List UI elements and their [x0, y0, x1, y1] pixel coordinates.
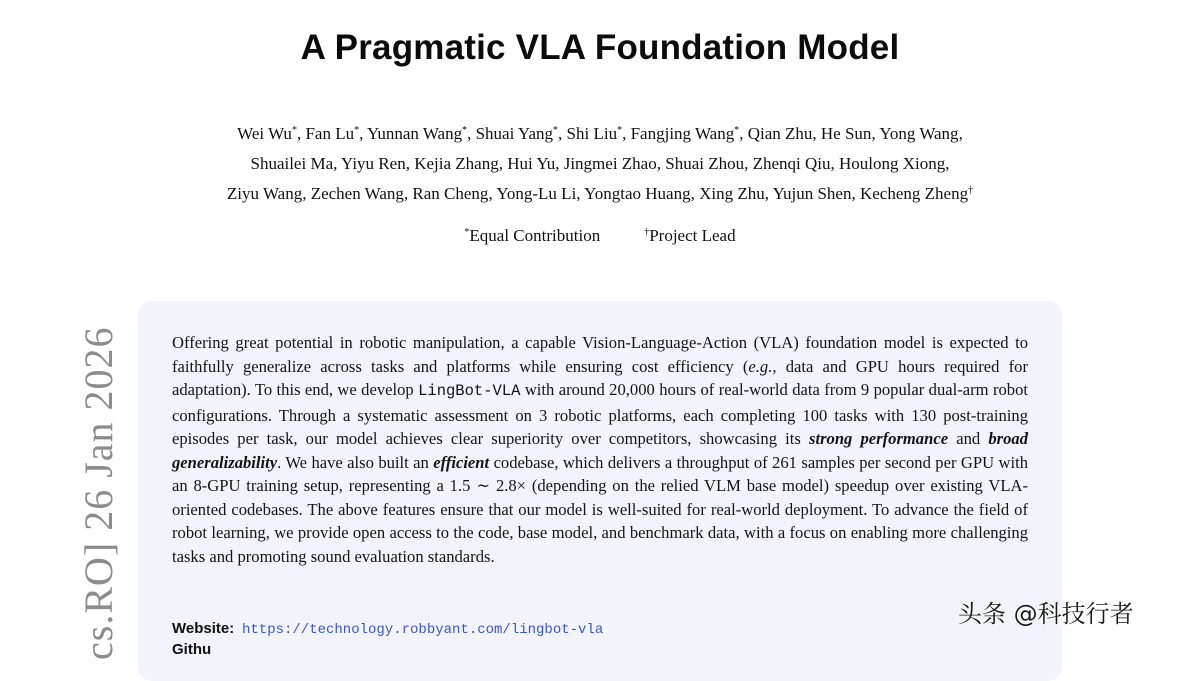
- author-name: He Sun: [820, 124, 872, 143]
- author-name: Fangjing Wang: [630, 124, 735, 143]
- author-name: Ziyu Wang: [226, 184, 303, 203]
- author-mark: †: [968, 185, 974, 196]
- author-mark: *: [462, 125, 468, 136]
- author-name: Hui Yu: [507, 154, 556, 173]
- arxiv-stamp-text: cs.RO] 26 Jan 2026: [76, 326, 121, 660]
- author-name: Fan Lu: [305, 124, 355, 143]
- equal-contribution-mark: *: [464, 227, 470, 238]
- abstract-segment: , data and GPU hours required for adaptation). To this end, we develop: [172, 356, 1029, 399]
- abstract-segment: LingBot-VLA: [418, 382, 521, 400]
- arxiv-side-stamp: [28, 326, 121, 660]
- abstract-segment: broad generalizability: [172, 429, 1029, 472]
- author-mark: *: [617, 125, 623, 136]
- author-mark: *: [734, 125, 740, 136]
- abstract-segment: strong performance: [809, 429, 949, 448]
- abstract-segment: codebase, which delivers a throughput of 261 samples per second per GPU with an 8-GPU training setup, representing a 1.5 ∼ 2.8× (depending on the relied VLM base model) speedup over existing VLA-oriented codebases. The above features ensure that our model is well-suited for real-world deployment. To advance the field of robot learning, we provide open access to the code, base model, and benchmark data, with a focus on enabling more challenging tasks and promoting sound evaluation standards.: [172, 452, 1029, 566]
- website-label: Website:: [172, 620, 235, 637]
- author-name: Yong Wang: [879, 124, 959, 143]
- author-name: Zechen Wang: [310, 184, 404, 203]
- author-line: Ziyu Wang, Zechen Wang, Ran Cheng, Yong-Lu Li, Yongtao Huang, Xing Zhu, Yujun Shen, Kecheng Zheng†: [226, 184, 974, 203]
- author-name: Shuai Zhou: [665, 154, 745, 173]
- author-name: Wei Wu: [237, 124, 292, 143]
- source-watermark: 头条 @科技行者: [958, 600, 1134, 628]
- author-name: Yujun Shen: [772, 184, 852, 203]
- project-lead-label: Project Lead: [649, 226, 736, 245]
- author-name: Houlong Xiong: [839, 154, 946, 173]
- author-line: Shuailei Ma, Yiyu Ren, Kejia Zhang, Hui Yu, Jingmei Zhao, Shuai Zhou, Zhenqi Qiu, Houlong Xiong,: [250, 154, 950, 173]
- abstract-text: [172, 331, 1028, 568]
- author-mark: *: [291, 125, 297, 136]
- author-name: Ran Cheng: [412, 184, 489, 203]
- website-line: [172, 620, 603, 638]
- author-name: Yongtao Huang: [584, 184, 691, 203]
- author-mark: *: [354, 125, 360, 136]
- author-name: Jingmei Zhao: [563, 154, 657, 173]
- abstract-segment: and: [948, 429, 989, 448]
- project-lead-mark: †: [644, 227, 650, 238]
- equal-contribution-label: Equal Contribution: [469, 226, 601, 245]
- author-name: Shi Liu: [566, 124, 618, 143]
- abstract-segment: efficient: [433, 452, 490, 472]
- abstract-segment: . We have also built an: [277, 452, 434, 472]
- contribution-notes: [0, 226, 1200, 246]
- author-name: Qian Zhu: [747, 124, 813, 143]
- paper-title: A Pragmatic VLA Foundation Model: [300, 28, 900, 67]
- abstract-segment: e.g.: [748, 356, 773, 376]
- author-name: Xing Zhu: [699, 184, 765, 203]
- author-name: Shuai Yang: [475, 124, 554, 143]
- website-link[interactable]: https://technology.robbyant.com/lingbot-vla: [241, 622, 604, 638]
- author-name: Yong-Lu Li: [496, 184, 577, 203]
- github-label-cropped: Githu: [172, 641, 212, 658]
- author-list: [150, 119, 1050, 209]
- author-name: Kejia Zhang: [414, 154, 499, 173]
- author-name: Shuailei Ma: [250, 154, 334, 173]
- abstract-segment: with around 20,000 hours of real-world data from 9 popular dual-arm robot configurations. Through a systematic assessment on 3 robotic platforms, each completing 100 tasks with 130 post-training episodes per task, our model achieves clear superiority over competitors, showcasing its: [172, 380, 1028, 448]
- author-name: Yiyu Ren: [341, 154, 406, 173]
- author-mark: *: [553, 125, 559, 136]
- author-name: Yunnan Wang: [366, 124, 463, 143]
- author-name: Kecheng Zheng: [859, 184, 969, 203]
- author-name: Zhenqi Qiu: [752, 154, 831, 173]
- author-line: Wei Wu*, Fan Lu*, Yunnan Wang*, Shuai Yang*, Shi Liu*, Fangjing Wang*, Qian Zhu, He Sun, Yong Wang,: [237, 124, 963, 143]
- abstract-segment: Offering great potential in robotic manipulation, a capable Vision-Language-Action (VLA) foundation model is expected to faithfully generalize across tasks and platforms while ensuring cost efficiency (: [172, 333, 1028, 376]
